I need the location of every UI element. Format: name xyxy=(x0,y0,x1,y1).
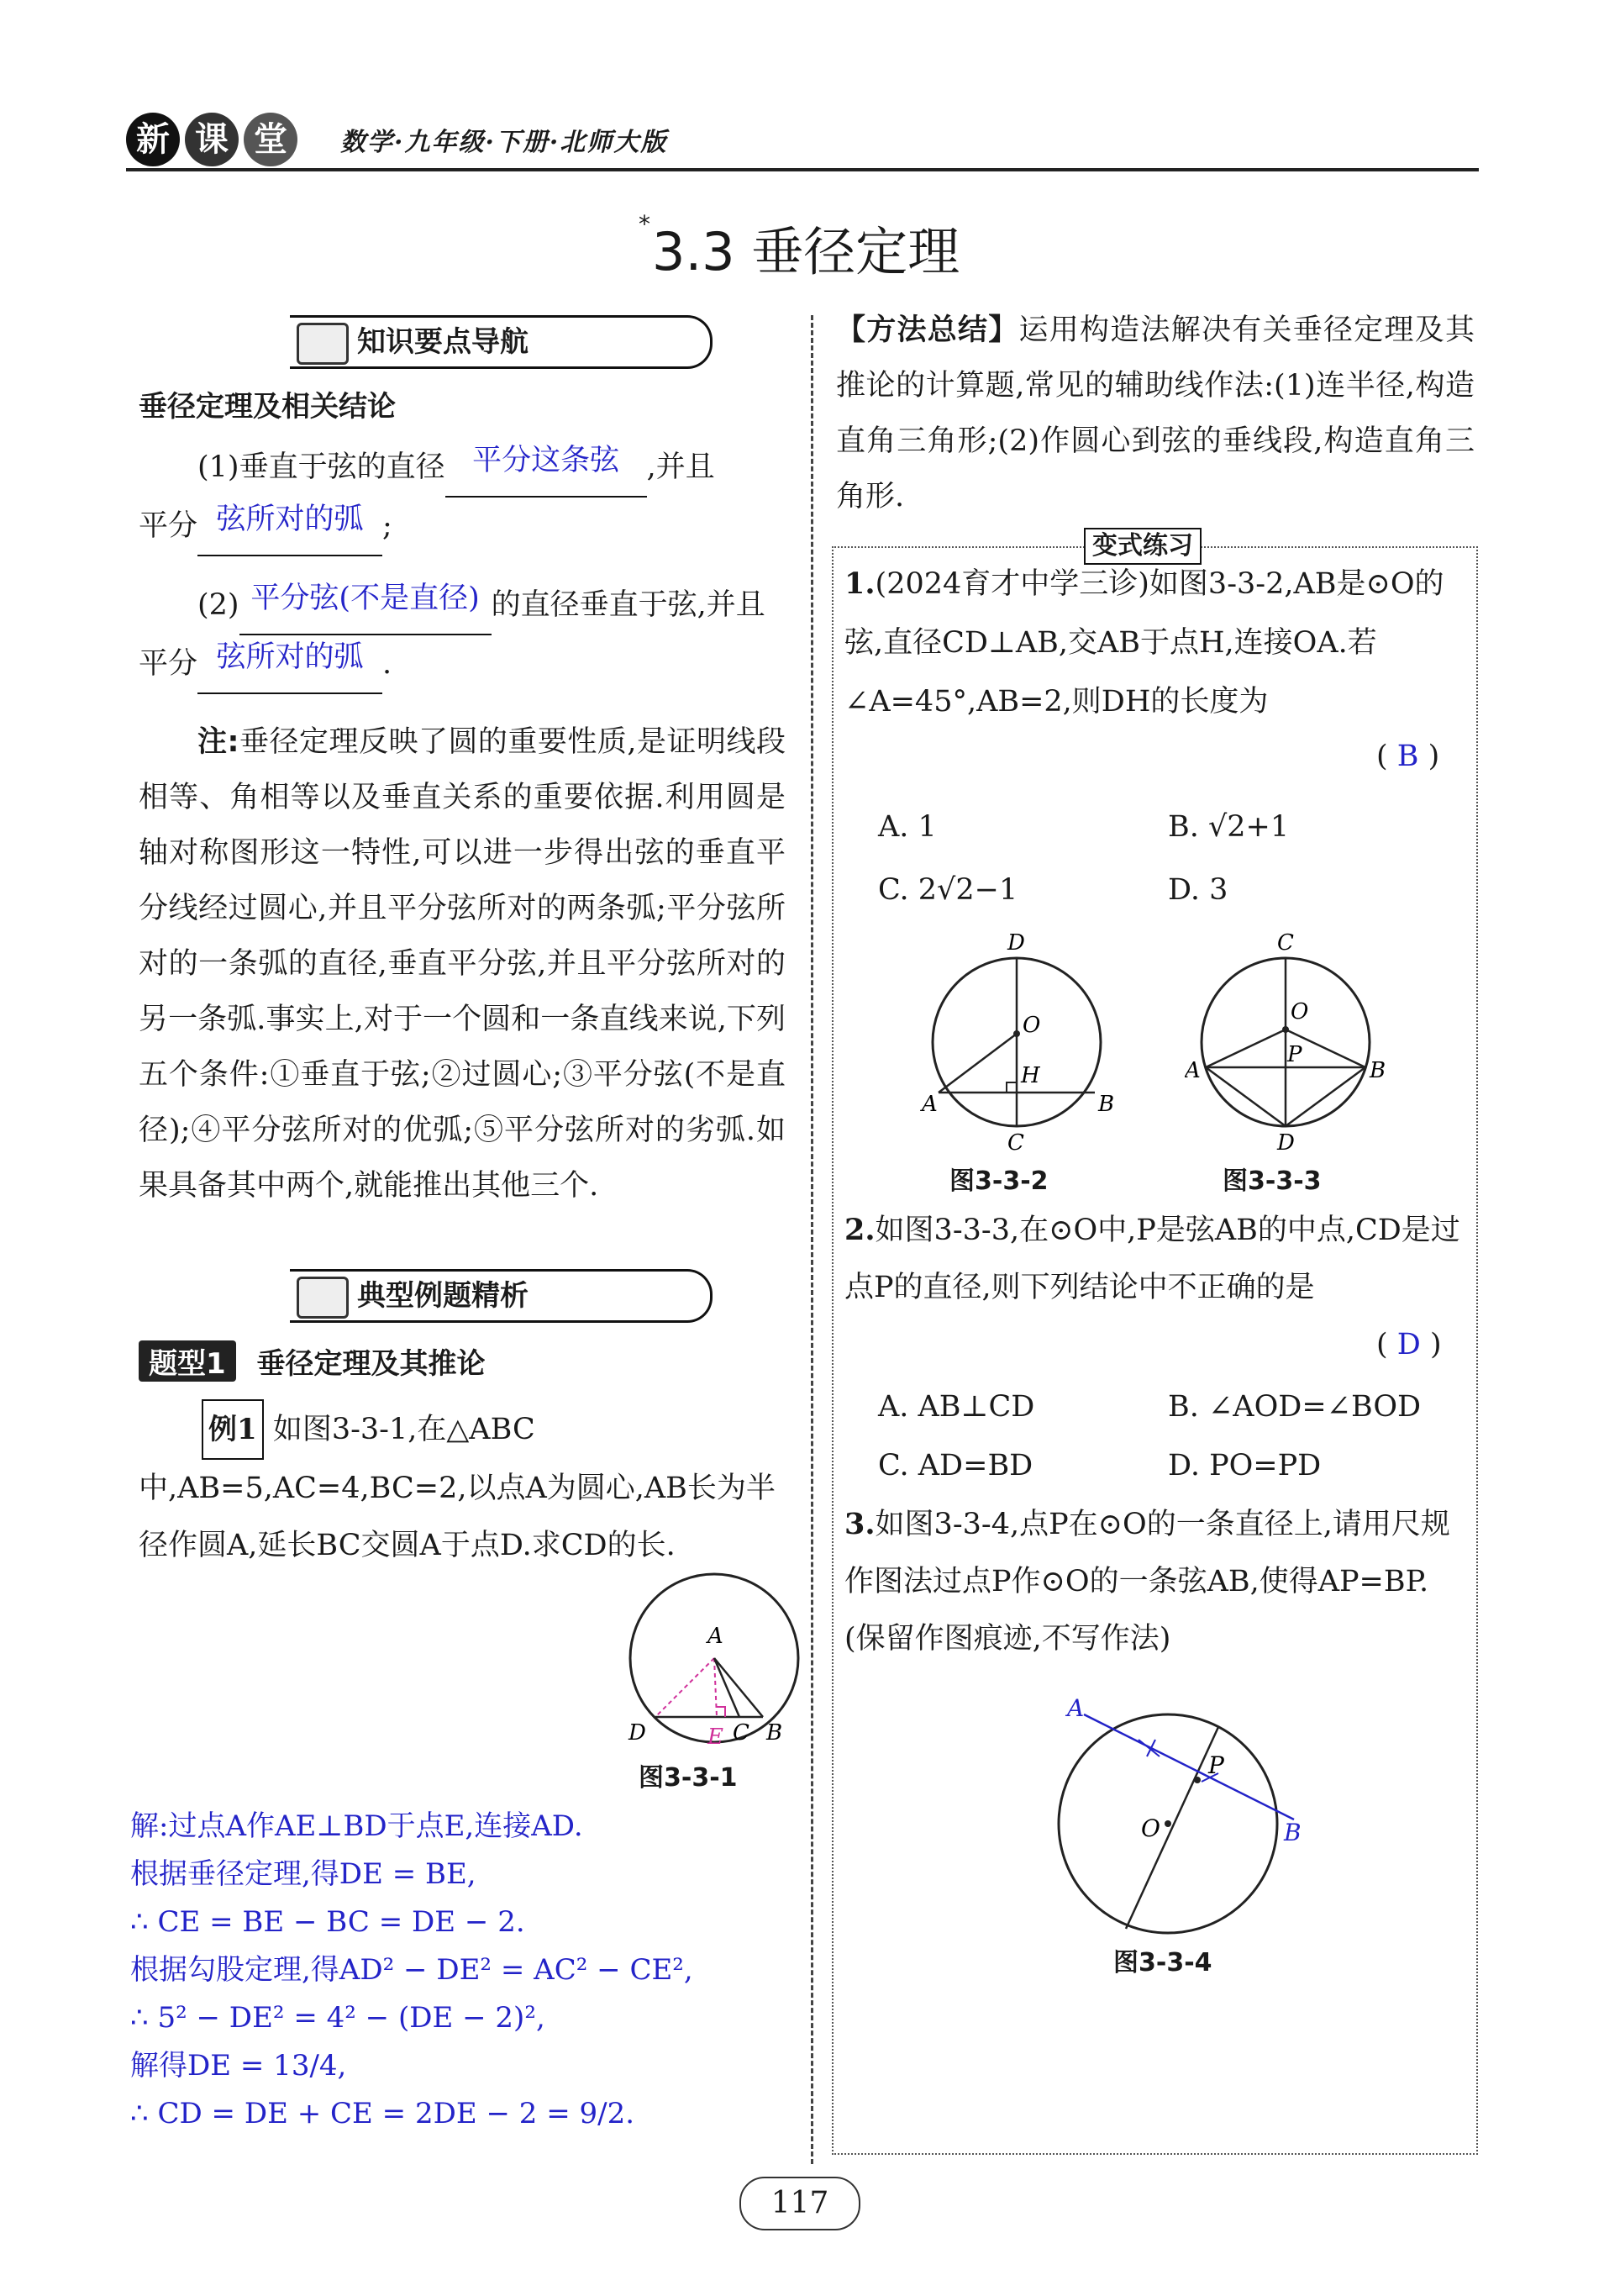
knowledge-item-2 xyxy=(139,577,794,694)
note-text: 垂径定理反映了圆的重要性质,是证明线段相等、角相等以及垂直关系的重要依据.利用圆是轴对称图形这一特性,可以进一步得出弦的垂直平分线经过圆心,并且平分弦所对的两条弧;平分弦所对的一条弧的直径,垂直平分弦,并且平分弦所对的另一条弧.事实上,对于一个圆和一条直线来说,下列五个条件:①垂直于弦;②过圆心;③平分弦(不是直径);④平分弦所对的优弧;⑤平分弦所对的劣弧.如果具备其中两个,就能推出其他三个. xyxy=(139,725,786,1203)
hand-book-icon xyxy=(297,1277,349,1319)
fig1-label-b: B xyxy=(766,1720,783,1746)
figure-3-3-1 xyxy=(613,1567,807,1777)
q2-text: 如图3-3-3,在⊙O中,P是弦AB的中点,CD是过点P的直径,则下列结论中不正确的是 xyxy=(844,1214,1460,1304)
type-title: 垂径定理及其推论 xyxy=(256,1347,486,1381)
book-bulb-icon xyxy=(297,323,349,365)
fig4-label-p: P xyxy=(1208,1751,1224,1779)
fig2-right-angle xyxy=(1007,1082,1017,1093)
column-divider xyxy=(811,315,813,2164)
knowledge-banner-label: 知识要点导航 xyxy=(357,325,529,359)
series-title: 数学·九年级·下册·北师大版 xyxy=(340,128,668,157)
item1-text-d: ; xyxy=(382,509,392,543)
fig1-label-c: C xyxy=(733,1720,749,1746)
type-tag: 题型1 xyxy=(139,1340,236,1382)
solution xyxy=(130,1803,693,2138)
knowledge-item-1 xyxy=(139,439,794,556)
q3-number: 3. xyxy=(844,1507,876,1541)
section-title-text: 3.3 垂径定理 xyxy=(652,221,960,282)
fig2-label-d: D xyxy=(1007,930,1025,956)
logo-char-3: 堂 xyxy=(244,113,297,166)
solution-line-7: ∴ CD = DE + CE = 2DE − 2 = 9/2. xyxy=(130,2097,635,2130)
q1-answer-bracket: ( B ) xyxy=(1376,740,1440,773)
fig4-label-o: O xyxy=(1141,1814,1160,1842)
q1-option-a: A. 1 xyxy=(878,810,937,844)
method-text: 运用构造法解决有关垂径定理及其推论的计算题,常见的辅助线作法:(1)连半径,构造直角三角形;(2)作圆心到弦的垂线段,构造直角三角形. xyxy=(836,313,1475,513)
fig4-center-dot xyxy=(1165,1820,1171,1827)
q1-answer: B xyxy=(1396,740,1419,773)
fig4-diameter xyxy=(1126,1727,1218,1929)
method-label: 【方法总结】 xyxy=(836,313,1019,347)
item1-text-a: (1)垂直于弦的直径 xyxy=(197,450,445,484)
question-2 xyxy=(844,1202,1466,1316)
page-header xyxy=(126,109,1479,176)
item2-text-a: (2) xyxy=(197,588,239,622)
item1-text-c: 平分 xyxy=(139,509,198,543)
fig3-label-d: D xyxy=(1277,1130,1295,1156)
figure-3-3-3 xyxy=(1185,924,1395,1160)
q2-option-d: D. PO=PD xyxy=(1168,1449,1322,1482)
figure-3-3-2 xyxy=(920,924,1122,1160)
question-3 xyxy=(844,1496,1466,1667)
q1-option-d: D. 3 xyxy=(1168,873,1228,907)
solution-line-1: 解:过点A作AE⊥BD于点E,连接AD. xyxy=(130,1809,583,1843)
item1-blank-2 xyxy=(197,498,382,556)
examples-banner xyxy=(290,1269,713,1323)
practice-banner: 变式练习 xyxy=(1084,528,1202,565)
q1-number: 1. xyxy=(844,566,876,601)
fig2-label-o: O xyxy=(1023,1013,1041,1038)
fig2-label-a: A xyxy=(922,1092,938,1117)
fig4-label-a: A xyxy=(1067,1694,1085,1722)
fig1-line-ab xyxy=(714,1658,763,1717)
item1-blank-1 xyxy=(445,439,647,498)
fig4-label-b: B xyxy=(1284,1819,1302,1846)
solution-line-4: 根据勾股定理,得AD² − DE² = AC² − CE², xyxy=(130,1953,693,1987)
fig1-line-ae xyxy=(714,1658,717,1717)
example-tag: 例1 xyxy=(202,1399,264,1460)
fig1-line-ad xyxy=(655,1658,714,1717)
fig1-label-a: A xyxy=(707,1624,723,1649)
fig1-right-angle xyxy=(717,1707,725,1717)
logo xyxy=(126,109,328,168)
figure-3-3-4 xyxy=(1050,1689,1328,1941)
item2-text-b: 的直径垂直于弦,并且 xyxy=(491,588,765,622)
fig1-label-e: E xyxy=(707,1725,723,1750)
item2-text-d: . xyxy=(382,647,392,681)
q2-answer: D xyxy=(1396,1328,1421,1361)
section-title xyxy=(639,210,960,285)
fig2-line-oa xyxy=(939,1034,1017,1093)
section-star: * xyxy=(639,210,650,238)
q1-option-c: C. 2√2−1 xyxy=(878,873,1018,907)
q1-text: (2024育才中学三诊)如图3-3-2,AB是⊙O的弦,直径CD⊥AB,交AB于点H,连接OA.若∠A=45°,AB=2,则DH的长度为 xyxy=(844,567,1444,719)
item2-blank-2 xyxy=(197,635,382,694)
knowledge-note xyxy=(139,714,786,1214)
method-summary xyxy=(836,303,1475,524)
fig3-label-p: P xyxy=(1287,1042,1302,1067)
example-1 xyxy=(139,1399,786,1574)
fig3-label-c: C xyxy=(1277,930,1294,956)
example-text: 如图3-3-1,在△ABC中,AB=5,AC=4,BC=2,以点A为圆心,AB长为半径作圆A,延长BC交圆A于点D.求CD的长. xyxy=(139,1413,776,1562)
logo-char-2: 课 xyxy=(185,113,239,166)
fig4-point-p xyxy=(1194,1777,1201,1783)
fig3-label-b: B xyxy=(1370,1058,1386,1083)
fig2-label-h: H xyxy=(1021,1063,1040,1088)
examples-banner-label: 典型例题精析 xyxy=(357,1279,529,1313)
q2-number: 2. xyxy=(844,1213,876,1247)
q2-option-c: C. AD=BD xyxy=(878,1449,1033,1482)
item2-answer-2: 弦所对的弧 xyxy=(216,640,364,674)
q1-option-b: B. √2+1 xyxy=(1168,810,1290,844)
question-1 xyxy=(844,555,1466,731)
knowledge-banner xyxy=(290,315,713,369)
fig1-line-ac xyxy=(714,1658,739,1717)
item2-text-c: 平分 xyxy=(139,647,198,681)
fig1-label-d: D xyxy=(628,1720,646,1746)
fig3-label-o: O xyxy=(1291,999,1309,1024)
solution-line-3: ∴ CE = BE − BC = DE − 2. xyxy=(130,1905,525,1939)
header-rule xyxy=(126,168,1479,171)
item1-answer-2: 弦所对的弧 xyxy=(216,503,364,536)
item2-answer-1: 平分弦(不是直径) xyxy=(250,582,480,615)
item1-answer-1: 平分这条弦 xyxy=(472,444,620,477)
page-number: 117 xyxy=(739,2177,860,2230)
solution-line-2: 根据垂径定理,得DE = BE, xyxy=(130,1857,476,1891)
item2-blank-1 xyxy=(239,577,492,635)
solution-line-5: ∴ 5² − DE² = 4² − (DE − 2)², xyxy=(130,2001,545,2035)
fig3-label-a: A xyxy=(1185,1058,1201,1083)
question-type-row xyxy=(139,1340,485,1382)
fig3-line-ao xyxy=(1206,1030,1286,1067)
q3-text: 如图3-3-4,点P在⊙O的一条直径上,请用尺规作图法过点P作⊙O的一条弦AB,使得AP=BP.(保留作图痕迹,不写作法) xyxy=(844,1508,1450,1656)
fig2-label-b: B xyxy=(1098,1092,1115,1117)
fig2-label-c: C xyxy=(1007,1130,1024,1156)
note-label: 注: xyxy=(197,725,239,759)
logo-char-1: 新 xyxy=(126,113,180,166)
fig1-caption: 图3-3-1 xyxy=(639,1763,738,1793)
q2-answer-bracket: ( D ) xyxy=(1376,1328,1442,1361)
knowledge-heading: 垂径定理及相关结论 xyxy=(139,390,396,424)
item1-text-b: ,并且 xyxy=(646,450,715,484)
fig3-center-dot xyxy=(1282,1026,1289,1033)
fig2-center-dot xyxy=(1013,1030,1020,1037)
solution-line-6: 解得DE = 13/4, xyxy=(130,2049,347,2083)
fig4-caption: 图3-3-4 xyxy=(1113,1948,1212,1977)
fig3-caption: 图3-3-3 xyxy=(1223,1166,1322,1196)
q2-option-b: B. ∠AOD=∠BOD xyxy=(1168,1390,1422,1424)
q2-option-a: A. AB⊥CD xyxy=(878,1390,1035,1424)
fig2-caption: 图3-3-2 xyxy=(949,1166,1049,1196)
